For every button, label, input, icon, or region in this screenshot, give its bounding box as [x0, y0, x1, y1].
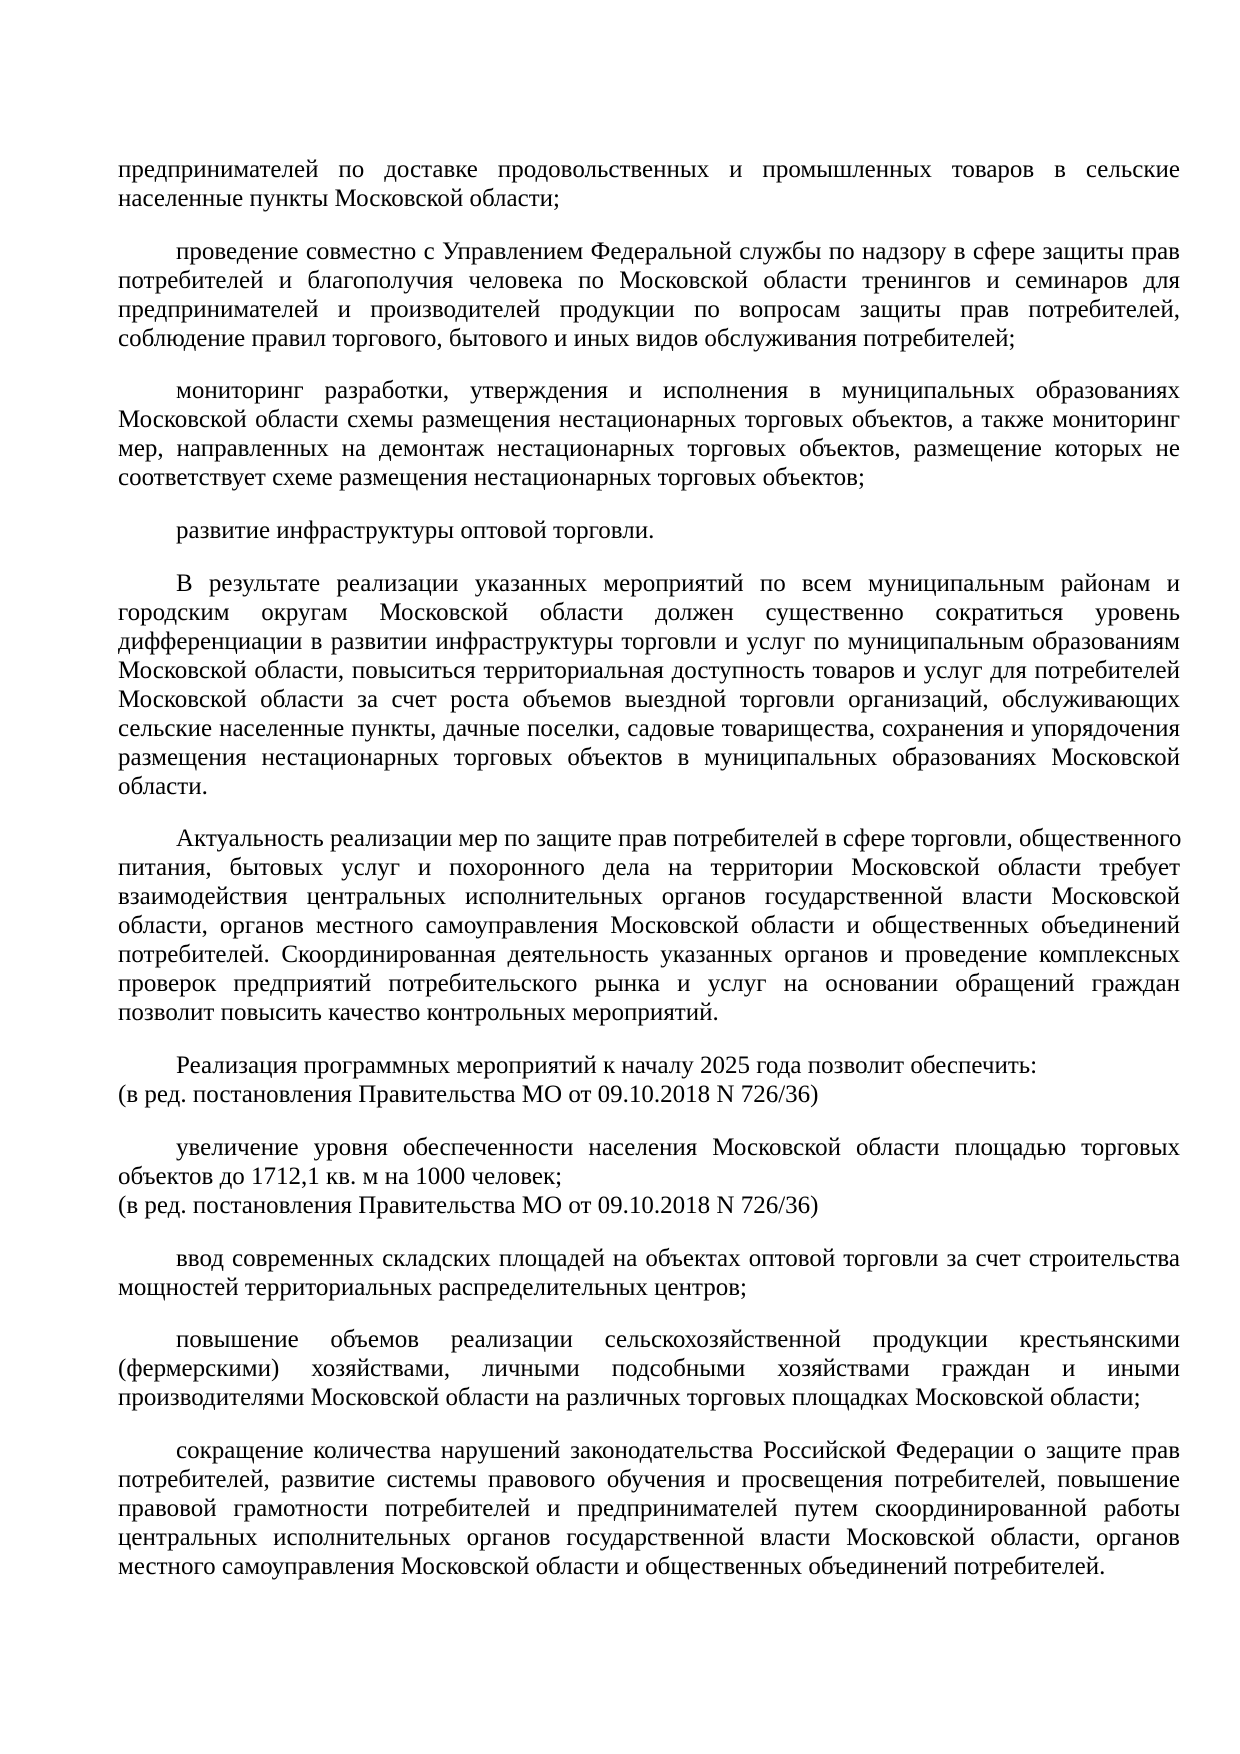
- paragraph-line: (фермерскими) хозяйствами, личными подсобными хозяйствами граждан и иными: [118, 1355, 1180, 1383]
- paragraph-line: Реализация программных мероприятий к началу 2025 года позволит обеспечить:: [176, 1052, 1038, 1080]
- paragraph-line: предпринимателей и производителей продукции по вопросам защиты прав потребителей,: [118, 295, 1180, 323]
- paragraph-line: предпринимателей по доставке продовольственных и промышленных товаров в сельские: [118, 156, 1180, 183]
- paragraph-line: мощностей территориальных распределительных центров;: [118, 1273, 747, 1301]
- paragraph-line: развитие инфраструктуры оптовой торговли.: [176, 517, 655, 545]
- paragraph-line: производителями Московской области на различных торговых площадках Московской области;: [118, 1384, 1141, 1412]
- paragraph-line: населенные пункты Московской области;: [118, 185, 560, 212]
- paragraph-line: потребителей. Скоординированная деятельность указанных органов и проведение комплексных: [118, 941, 1180, 969]
- paragraph: [118, 1133, 1180, 1220]
- paragraph-line: питания, бытовых услуг и похоронного дела на территории Московской области требует: [118, 854, 1180, 882]
- paragraph-line: Актуальность реализации мер по защите прав потребителей в сфере торговли, общественного: [176, 825, 1182, 853]
- paragraph-line: потребителей, развитие системы правового обучения и просвещения потребителей, повышение: [118, 1465, 1180, 1493]
- amendment-note: (в ред. постановления Правительства МО от 09.10.2018 N 726/36): [118, 1191, 819, 1219]
- paragraph-line: В результате реализации указанных мероприятий по всем муниципальным районам и: [176, 569, 1180, 597]
- paragraph-line: мер, направленных на демонтаж нестационарных торговых объектов, размещение которых не: [118, 435, 1180, 463]
- paragraph-line: увеличение уровня обеспеченности населения Московской области площадью торговых: [176, 1133, 1180, 1161]
- paragraph: [118, 1244, 1180, 1302]
- paragraph-line: объектов до 1712,1 кв. м на 1000 человек;: [118, 1162, 563, 1190]
- paragraph-line: позволит повысить качество контрольных мероприятий.: [118, 999, 719, 1027]
- paragraph-line: соответствует схеме размещения нестационарных торговых объектов;: [118, 464, 865, 492]
- paragraph: [118, 824, 1180, 1027]
- paragraph-line: сельские населенные пункты, дачные поселки, садовые товарищества, сохранения и упорядочения: [118, 714, 1180, 742]
- paragraph-line: повышение объемов реализации сельскохозяйственной продукции крестьянскими: [176, 1326, 1180, 1354]
- amendment-note: (в ред. постановления Правительства МО от 09.10.2018 N 726/36): [118, 1081, 819, 1109]
- paragraph-line: мониторинг разработки, утверждения и исполнения в муниципальных образованиях: [176, 377, 1180, 405]
- paragraph-line: потребителей и благополучия человека по Московской области тренингов и семинаров для: [118, 266, 1180, 294]
- paragraph-line: Московской области за счет роста объемов выездной торговли организаций, обслуживающих: [118, 685, 1180, 713]
- paragraph-line: Московской области, повыситься территориальная доступность товаров и услуг для потребителей: [118, 656, 1180, 684]
- paragraph-line: проведение совместно с Управлением Федеральной службы по надзору в сфере защиты прав: [176, 237, 1180, 265]
- document-body: [118, 155, 1180, 1605]
- paragraph: [118, 516, 1180, 545]
- paragraph-line: ввод современных складских площадей на объектах оптовой торговли за счет строительства: [176, 1244, 1180, 1272]
- paragraph: [118, 1051, 1180, 1109]
- paragraph: [118, 1325, 1180, 1412]
- paragraph: [118, 237, 1180, 353]
- paragraph-line: центральных исполнительных органов государственной власти Московской области, органов: [118, 1523, 1180, 1551]
- paragraph-line: соблюдение правил торгового, бытового и иных видов обслуживания потребителей;: [118, 324, 1016, 352]
- paragraph-line: области, органов местного самоуправления Московской области и общественных объединений: [118, 912, 1180, 940]
- paragraph-line: размещения нестационарных торговых объектов в муниципальных образованиях Московской: [118, 743, 1180, 771]
- paragraph: [118, 1436, 1180, 1581]
- paragraph-line: области.: [118, 772, 208, 800]
- paragraph-line: дифференциации в развитии инфраструктуры торговли и услуг по муниципальным образованиям: [118, 627, 1180, 655]
- paragraph-line: сокращение количества нарушений законодательства Российской Федерации о защите прав: [176, 1436, 1180, 1464]
- paragraph-line: взаимодействия центральных исполнительных органов государственной власти Московской: [118, 883, 1180, 911]
- paragraph-line: проверок предприятий потребительского рынка и услуг на основании обращений граждан: [118, 970, 1180, 998]
- paragraph: [118, 155, 1180, 213]
- paragraph-line: правовой грамотности потребителей и предпринимателей путем скоординированной работы: [118, 1494, 1180, 1522]
- paragraph-line: Московской области схемы размещения нестационарных торговых объектов, а также мониторинг: [118, 406, 1180, 434]
- paragraph-line: городским округам Московской области должен существенно сократиться уровень: [118, 598, 1180, 626]
- paragraph-line: местного самоуправления Московской области и общественных объединений потребителей.: [118, 1552, 1106, 1580]
- paragraph: [118, 376, 1180, 492]
- paragraph: [118, 569, 1180, 801]
